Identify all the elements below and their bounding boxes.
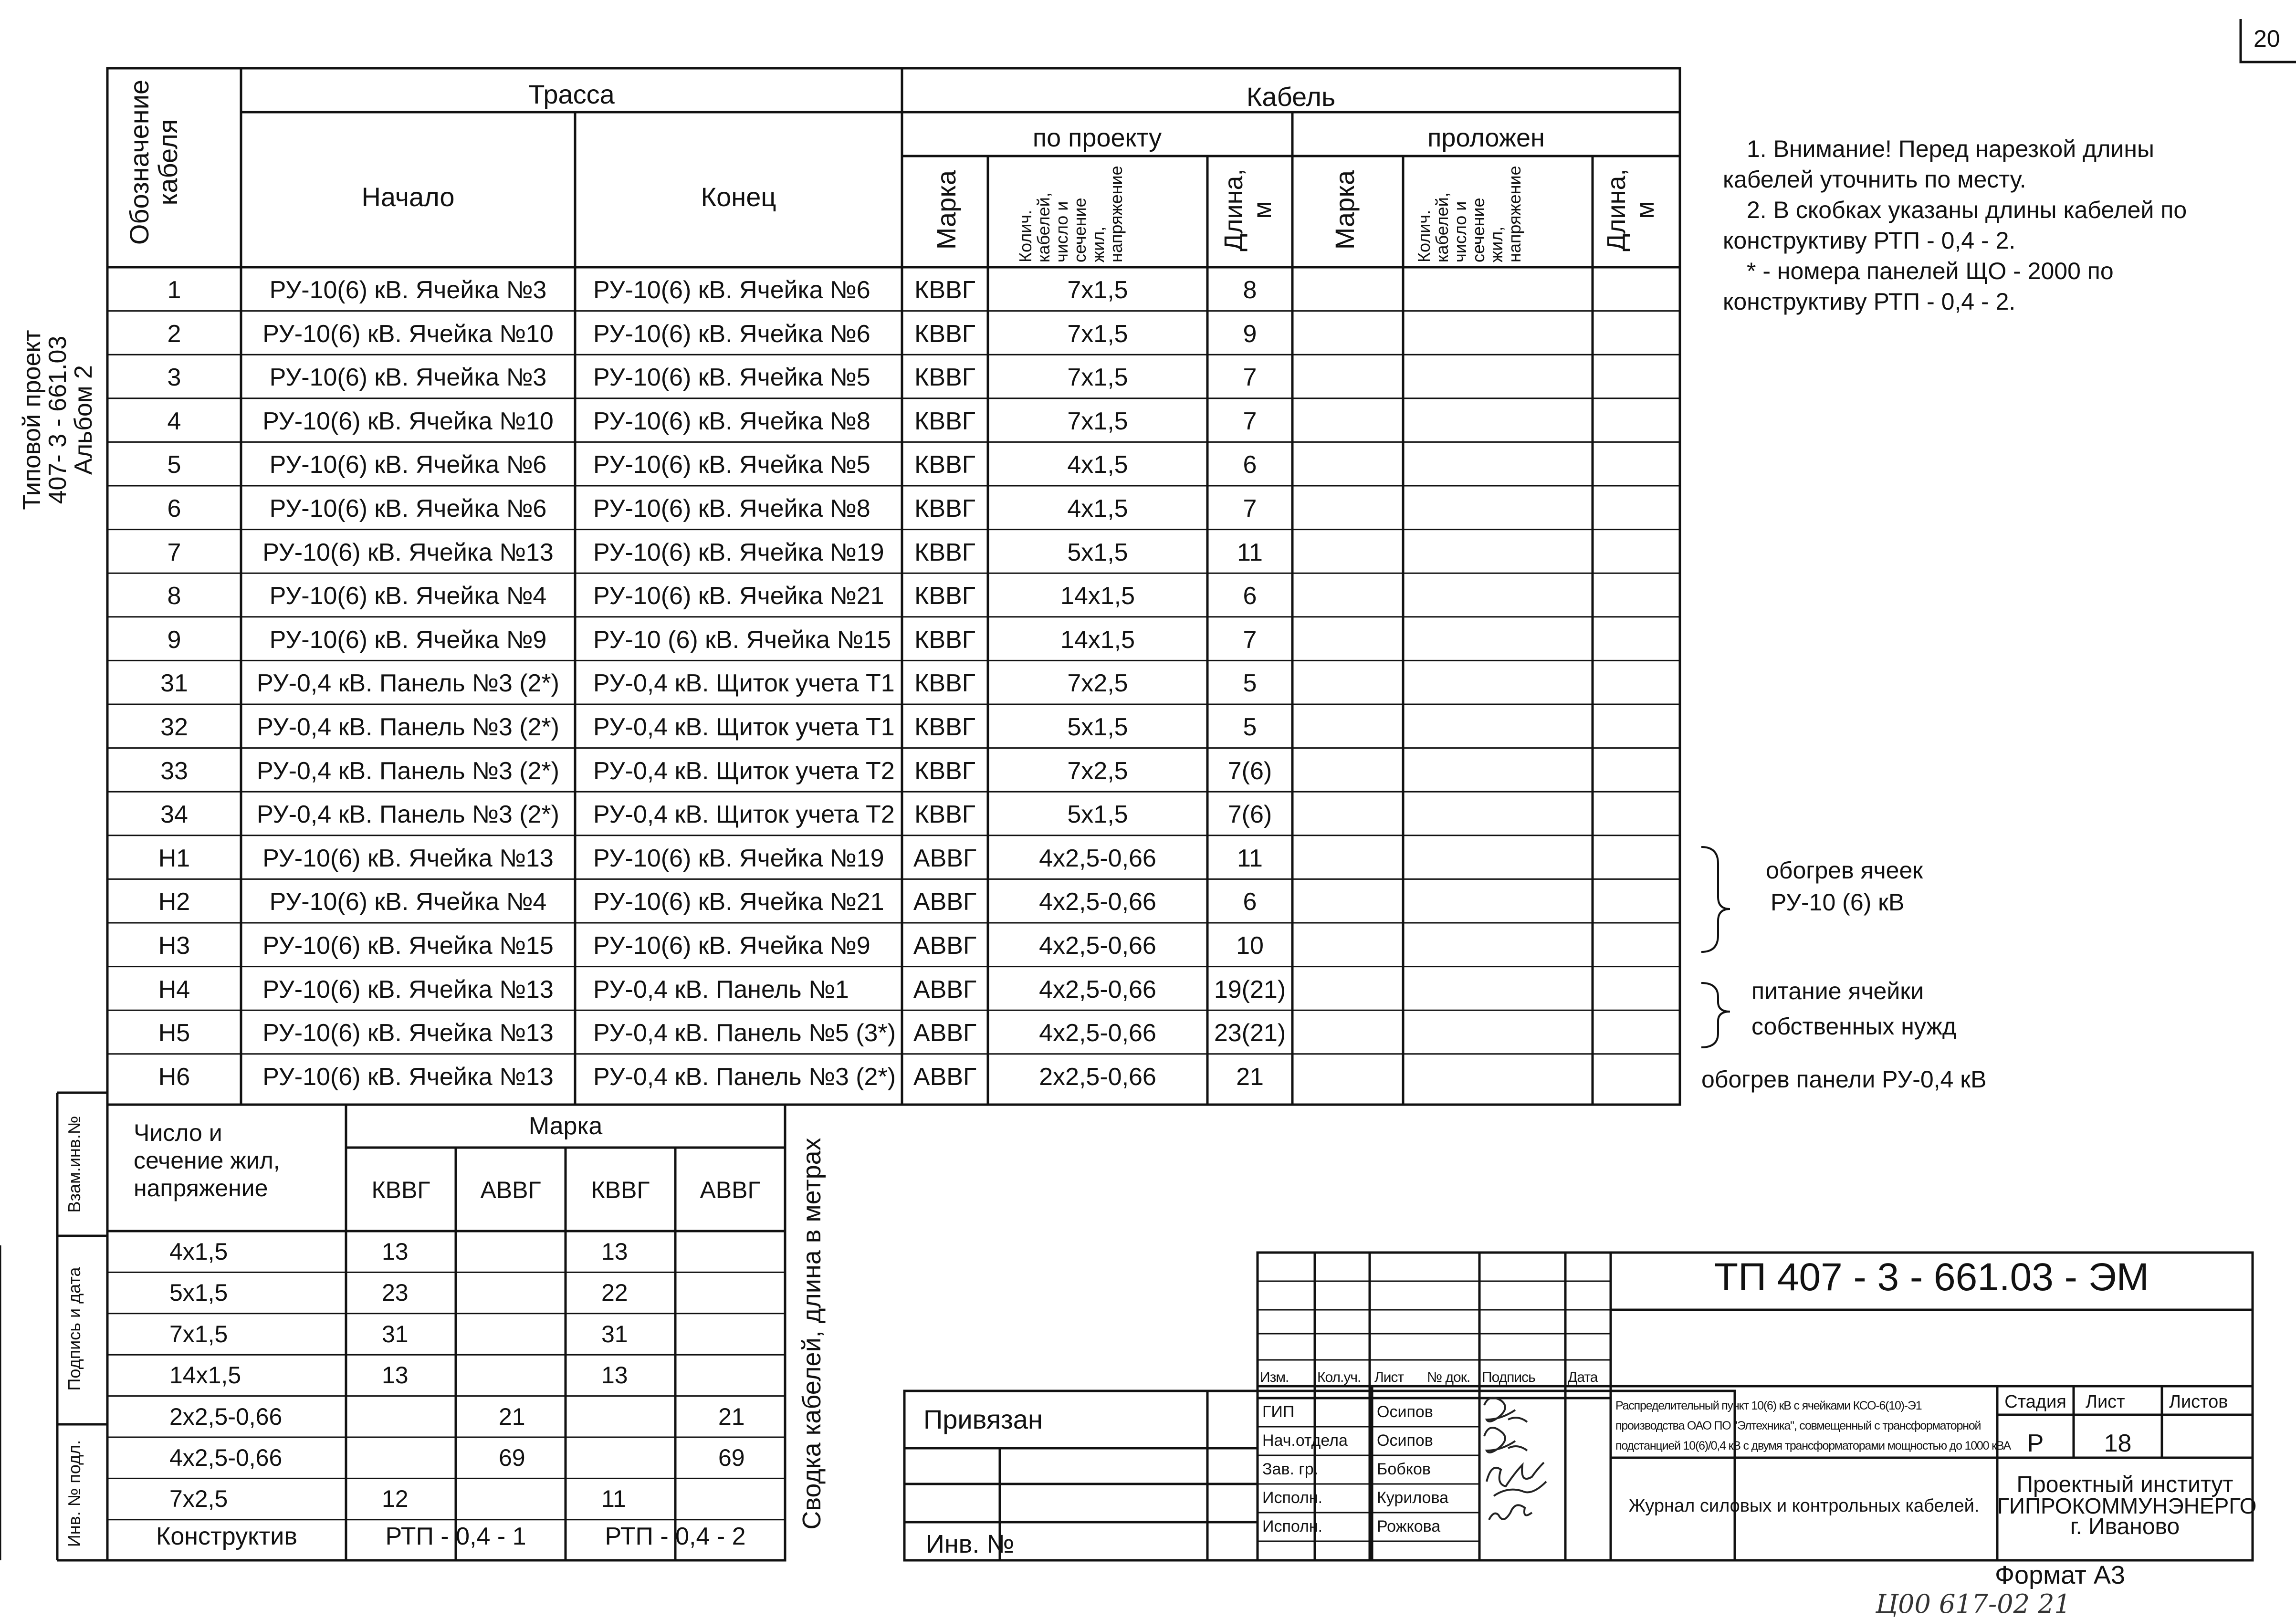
cell-id: 2 [167, 320, 181, 347]
note-1: 1. Внимание! Перед нарезкой длины [1747, 136, 2154, 162]
summary-brand-header: Марка [528, 1112, 603, 1140]
summary-row-label: 7х1,5 [169, 1320, 228, 1347]
cell-spec: 4х1,5 [1067, 451, 1128, 479]
title-sheets-label: Листов [2169, 1392, 2228, 1412]
cell-brand: АВВГ [913, 1063, 977, 1090]
summary-row-label: 14х1,5 [169, 1362, 241, 1389]
cell-len: 11 [1237, 539, 1263, 566]
cell-brand: КВВГ [914, 801, 975, 828]
cell-brand: АВВГ [913, 888, 977, 916]
cell-spec: 4х2,5-0,66 [1039, 845, 1156, 872]
summary-cell: 23 [382, 1279, 409, 1306]
cell-start: РУ-10(6) кВ. Ячейка №13 [262, 1020, 554, 1047]
cell-end: РУ-10(6) кВ. Ячейка №5 [593, 451, 870, 479]
cell-brand: КВВГ [914, 451, 975, 479]
cell-brand: АВВГ [913, 1020, 977, 1047]
binding-tied: Привязан [923, 1404, 1043, 1434]
summary-row-label: 5х1,5 [169, 1279, 228, 1306]
header-brand-laid: Марка [1330, 170, 1360, 250]
cell-brand: КВВГ [914, 277, 975, 303]
cell-len: 5 [1243, 714, 1257, 741]
cell-len: 7 [1243, 495, 1257, 522]
cell-spec: 5х1,5 [1067, 714, 1128, 741]
cell-id: Н5 [158, 1020, 190, 1047]
brace-note-heating-1: обогрев ячеек [1766, 857, 1923, 884]
note-2: кабелей уточнить по месту. [1723, 166, 2026, 193]
cell-brand: КВВГ [914, 364, 975, 391]
cell-brand: АВВГ [913, 932, 977, 959]
brace-note-power-1: питание ячейки [1751, 978, 1924, 1004]
summary-cell: 69 [499, 1444, 525, 1471]
title-desc-line1: Распределительный пункт 10(6) кВ с ячейками КСО-6(10)-Э1 [1615, 1399, 1922, 1412]
cell-start: РУ-10(6) кВ. Ячейка №4 [269, 888, 547, 916]
summary-cell: 13 [382, 1238, 409, 1265]
summary-row-label: 7х2,5 [169, 1485, 228, 1513]
cell-len: 7 [1243, 364, 1257, 391]
cell-start: РУ-10(6) кВ. Ячейка №13 [262, 1063, 554, 1090]
cell-spec: 4х2,5-0,66 [1039, 932, 1156, 959]
cell-spec: 4х2,5-0,66 [1039, 888, 1156, 916]
cell-id: 6 [167, 495, 181, 522]
title-col-header: Лист [1374, 1369, 1404, 1385]
cell-start: РУ-10(6) кВ. Ячейка №13 [262, 845, 554, 872]
cell-end: РУ-10(6) кВ. Ячейка №6 [593, 320, 870, 347]
cell-spec: 7х1,5 [1067, 320, 1128, 347]
cell-spec: 14х1,5 [1060, 583, 1135, 610]
cell-len: 7 [1243, 626, 1257, 653]
title-description [1615, 1396, 2011, 1456]
cell-start: РУ-10(6) кВ. Ячейка №10 [262, 407, 554, 435]
cell-start: РУ-0,4 кВ. Панель №3 (2*) [257, 714, 559, 741]
summary-row-label: 4х1,5 [169, 1238, 228, 1265]
cell-spec: 7х2,5 [1067, 670, 1128, 697]
title-col-header: Дата [1568, 1369, 1598, 1385]
cell-len: 7(6) [1227, 801, 1272, 828]
cell-brand: АВВГ [913, 976, 977, 1003]
cell-end: РУ-10(6) кВ. Ячейка №8 [593, 495, 870, 522]
cell-id: 31 [160, 670, 188, 697]
cell-len: 19(21) [1214, 976, 1286, 1003]
cell-end: РУ-0,4 кВ. Щиток учета Т1 [593, 670, 895, 697]
title-institute-line2: ГИПРОКОММУНЭНЕРГО [1997, 1494, 2257, 1518]
cell-len: 11 [1237, 845, 1263, 872]
cell-end: РУ-10(6) кВ. Ячейка №19 [593, 845, 884, 872]
cell-start: РУ-10(6) кВ. Ячейка №6 [269, 451, 547, 479]
note-4: конструктиву РТП - 0,4 - 2. [1723, 227, 2016, 254]
summary-cell: 12 [382, 1485, 409, 1513]
cell-id: 32 [160, 714, 188, 741]
summary-cell: 31 [601, 1320, 628, 1347]
summary-brand-col: КВВГ [591, 1177, 650, 1203]
cell-start: РУ-10(6) кВ. Ячейка №6 [269, 495, 547, 522]
brace-note-power-2: собственных нужд [1751, 1013, 1957, 1040]
cell-start: РУ-10(6) кВ. Ячейка №3 [269, 364, 547, 391]
title-person-role: Зав. гр. [1262, 1460, 1319, 1478]
cell-brand: КВВГ [914, 539, 975, 566]
header-route: Трасса [528, 79, 615, 109]
cell-len: 6 [1243, 451, 1257, 479]
cell-spec: 7х1,5 [1067, 364, 1128, 391]
handwritten-number: Ц00 617-02 21 [1876, 1589, 2071, 1619]
title-col-header: Изм. [1260, 1369, 1289, 1385]
cell-start: РУ-10(6) кВ. Ячейка №15 [262, 932, 554, 959]
cell-id: 9 [167, 626, 181, 653]
cell-len: 23(21) [1214, 1020, 1286, 1047]
cell-end: РУ-10 (6) кВ. Ячейка №15 [593, 626, 891, 653]
header-cable: Кабель [1246, 82, 1336, 112]
summary-cell: 22 [601, 1279, 628, 1306]
title-person-role: Исполн. [1262, 1489, 1323, 1507]
cell-brand: КВВГ [914, 714, 975, 741]
stamp-replace-inv: Взам.инв.№ [64, 1116, 84, 1213]
header-length-laid: Длина, м [1602, 168, 1659, 251]
summary-cell: 69 [718, 1444, 745, 1471]
header-end: Конец [701, 182, 776, 212]
cell-start: РУ-10(6) кВ. Ячейка №9 [269, 626, 547, 653]
title-desc-line3: подстанцией 10(6)/0,4 кВ с двумя трансформаторами мощностью до 1000 кВА [1615, 1439, 2011, 1452]
cell-end: РУ-0,4 кВ. Щиток учета Т2 [593, 757, 895, 784]
cell-len: 6 [1243, 888, 1257, 916]
title-sheet-value: 18 [2104, 1430, 2132, 1457]
brace-note-panel: обогрев панели РУ-0,4 кВ [1701, 1066, 1987, 1093]
title-col-header: № док. [1427, 1369, 1470, 1385]
summary-header-left [134, 1119, 280, 1202]
cell-id: 34 [160, 801, 188, 828]
summary-footer-label: Конструктив [156, 1523, 297, 1550]
cell-len: 5 [1243, 670, 1257, 697]
summary-cell: 13 [601, 1362, 628, 1389]
header-qty-project: Колич. кабелей, число и сечение жил, напряжение [1016, 166, 1126, 262]
cell-brand: КВВГ [914, 583, 975, 610]
cell-brand: КВВГ [914, 495, 975, 522]
cell-id: 8 [167, 583, 181, 610]
title-person-name: Курилова [1377, 1489, 1449, 1507]
summary-footer-b: РТП - 0,4 - 2 [605, 1523, 746, 1550]
side-label [19, 286, 96, 554]
header-brand-project: Марка [931, 170, 961, 250]
title-person-name: Осипов [1377, 1403, 1433, 1421]
title-stage-label: Стадия [2004, 1392, 2066, 1412]
cell-end: РУ-10(6) кВ. Ячейка №21 [593, 888, 884, 916]
summary-header-line3: напряжение [134, 1175, 268, 1201]
cell-spec: 5х1,5 [1067, 801, 1128, 828]
cell-len: 9 [1243, 320, 1257, 347]
cell-spec: 7х1,5 [1067, 277, 1128, 303]
cell-brand: КВВГ [914, 626, 975, 653]
cell-start: РУ-10(6) кВ. Ячейка №13 [262, 539, 554, 566]
summary-caption: Сводка кабелей, длина в метрах [797, 1138, 826, 1530]
summary-cell: 31 [382, 1320, 409, 1347]
note-5: * - номера панелей ЩО - 2000 по [1747, 258, 2114, 284]
cell-id: 1 [167, 277, 181, 303]
title-person-role: Нач.отдела [1262, 1431, 1348, 1450]
cell-end: РУ-0,4 кВ. Панель №5 (3*) [593, 1020, 896, 1047]
cell-spec: 4х2,5-0,66 [1039, 1020, 1156, 1047]
cell-len: 8 [1243, 277, 1257, 303]
cell-end: РУ-10(6) кВ. Ячейка №21 [593, 583, 884, 610]
cell-id: Н3 [158, 932, 190, 959]
title-institute [1997, 1472, 2257, 1539]
summary-cell: 21 [718, 1403, 745, 1430]
cell-end: РУ-10(6) кВ. Ячейка №9 [593, 932, 870, 959]
cell-id: 5 [167, 451, 181, 479]
title-person-role: Исполн. [1262, 1517, 1323, 1535]
cell-brand: КВВГ [914, 407, 975, 435]
title-person-name: Осипов [1377, 1431, 1433, 1450]
cell-id: Н4 [158, 976, 190, 1003]
cell-start: РУ-0,4 кВ. Панель №3 (2*) [257, 757, 559, 784]
cell-end: РУ-0,4 кВ. Панель №3 (2*) [593, 1063, 896, 1090]
summary-brand-col: АВВГ [480, 1177, 541, 1203]
title-person-name: Рожкова [1377, 1517, 1441, 1535]
cell-spec: 14х1,5 [1060, 626, 1135, 653]
cell-id: Н2 [158, 888, 190, 916]
notes [1723, 134, 2187, 317]
title-doc-name: Журнал силовых и контрольных кабелей. [1628, 1496, 1980, 1516]
title-col-header: Подпись [1482, 1369, 1535, 1385]
cell-id: 3 [167, 364, 181, 391]
title-institute-line3: г. Иваново [2070, 1514, 2180, 1539]
title-col-header: Кол.уч. [1317, 1369, 1361, 1385]
title-person-role: ГИП [1262, 1403, 1295, 1421]
cell-end: РУ-10(6) кВ. Ячейка №19 [593, 539, 884, 566]
brace-note-heating-2: РУ-10 (6) кВ [1771, 889, 1905, 916]
header-laid: проложен [1427, 124, 1545, 152]
cell-brand: АВВГ [913, 845, 977, 872]
summary-header-line2: сечение жил, [134, 1147, 280, 1174]
cell-end: РУ-10(6) кВ. Ячейка №6 [593, 277, 870, 303]
cell-spec: 7х2,5 [1067, 757, 1128, 784]
title-sheet-label: Лист [2086, 1392, 2125, 1412]
sheet-number: 20 [2254, 25, 2280, 52]
summary-cell: 21 [499, 1403, 525, 1430]
summary-cell: 11 [601, 1485, 626, 1513]
cell-id: 4 [167, 407, 181, 435]
cell-spec: 4х1,5 [1067, 495, 1128, 522]
cell-end: РУ-0,4 кВ. Щиток учета Т2 [593, 801, 895, 828]
cell-spec: 5х1,5 [1067, 539, 1128, 566]
header-by-project: по проекту [1032, 124, 1162, 152]
side-label-line1: Типовой проект [18, 330, 46, 510]
cell-spec: 4х2,5-0,66 [1039, 976, 1156, 1003]
cell-len: 21 [1236, 1063, 1264, 1090]
note-3: 2. В скобках указаны длины кабелей по [1747, 197, 2187, 223]
summary-brand-col: АВВГ [700, 1177, 761, 1203]
cell-brand: КВВГ [914, 670, 975, 697]
cell-start: РУ-10(6) кВ. Ячейка №13 [262, 976, 554, 1003]
cell-id: 7 [167, 539, 181, 566]
summary-brand-col: КВВГ [371, 1177, 430, 1203]
title-institute-line1: Проектный институт [2016, 1472, 2233, 1497]
cell-start: РУ-10(6) кВ. Ячейка №4 [269, 583, 547, 610]
stamp-signature-date: Подпись и дата [64, 1267, 84, 1391]
cell-id: Н1 [158, 845, 190, 872]
cell-spec: 2х2,5-0,66 [1039, 1063, 1156, 1090]
title-person-name: Бобков [1377, 1460, 1431, 1478]
format-label: Формат А3 [1995, 1561, 2125, 1589]
cell-brand: КВВГ [914, 757, 975, 784]
header-start: Начало [361, 182, 455, 212]
summary-cell: 13 [601, 1238, 628, 1265]
cell-id: Н6 [158, 1063, 190, 1090]
cell-spec: 7х1,5 [1067, 407, 1128, 435]
cell-start: РУ-10(6) кВ. Ячейка №10 [262, 320, 554, 347]
cell-len: 10 [1236, 932, 1264, 959]
cell-len: 7 [1243, 407, 1257, 435]
summary-cell: 13 [382, 1362, 409, 1389]
stamp-inv-original: Инв. № подл. [64, 1440, 84, 1547]
cell-start: РУ-0,4 кВ. Панель №3 (2*) [257, 670, 559, 697]
cell-id: 33 [160, 757, 188, 784]
cell-brand: КВВГ [914, 320, 975, 347]
binding-inv: Инв. № [926, 1530, 1015, 1558]
header-designation: Обозначение кабеля [124, 79, 183, 245]
note-6: конструктиву РТП - 0,4 - 2. [1723, 288, 2016, 315]
cell-end: РУ-10(6) кВ. Ячейка №5 [593, 364, 870, 391]
cell-len: 6 [1243, 583, 1257, 610]
summary-row-label: 4х2,5-0,66 [169, 1444, 283, 1471]
title-desc-line2: производства ОАО ПО "Элтехника", совмещенный с трансформаторной [1615, 1419, 1981, 1432]
side-label-line2: 407- 3 - 661.03 [44, 335, 72, 504]
cell-start: РУ-0,4 кВ. Панель №3 (2*) [257, 801, 559, 828]
cell-end: РУ-0,4 кВ. Панель №1 [593, 976, 849, 1003]
cell-end: РУ-0,4 кВ. Щиток учета Т1 [593, 714, 895, 741]
cell-start: РУ-10(6) кВ. Ячейка №3 [269, 277, 547, 303]
header-qty-laid: Колич. кабелей, число и сечение жил, напряжение [1414, 166, 1524, 262]
title-code: ТП 407 - 3 - 661.03 - ЭМ [1714, 1255, 2149, 1299]
side-label-line3: Альбом 2 [70, 365, 97, 475]
header-length-project: Длина, м [1219, 168, 1277, 251]
title-stage-value: Р [2027, 1430, 2044, 1457]
cell-len: 7(6) [1227, 757, 1272, 784]
summary-footer-a: РТП - 0,4 - 1 [385, 1523, 526, 1550]
summary-header-line1: Число и [134, 1119, 222, 1146]
cell-end: РУ-10(6) кВ. Ячейка №8 [593, 407, 870, 435]
summary-row-label: 2х2,5-0,66 [169, 1403, 283, 1430]
